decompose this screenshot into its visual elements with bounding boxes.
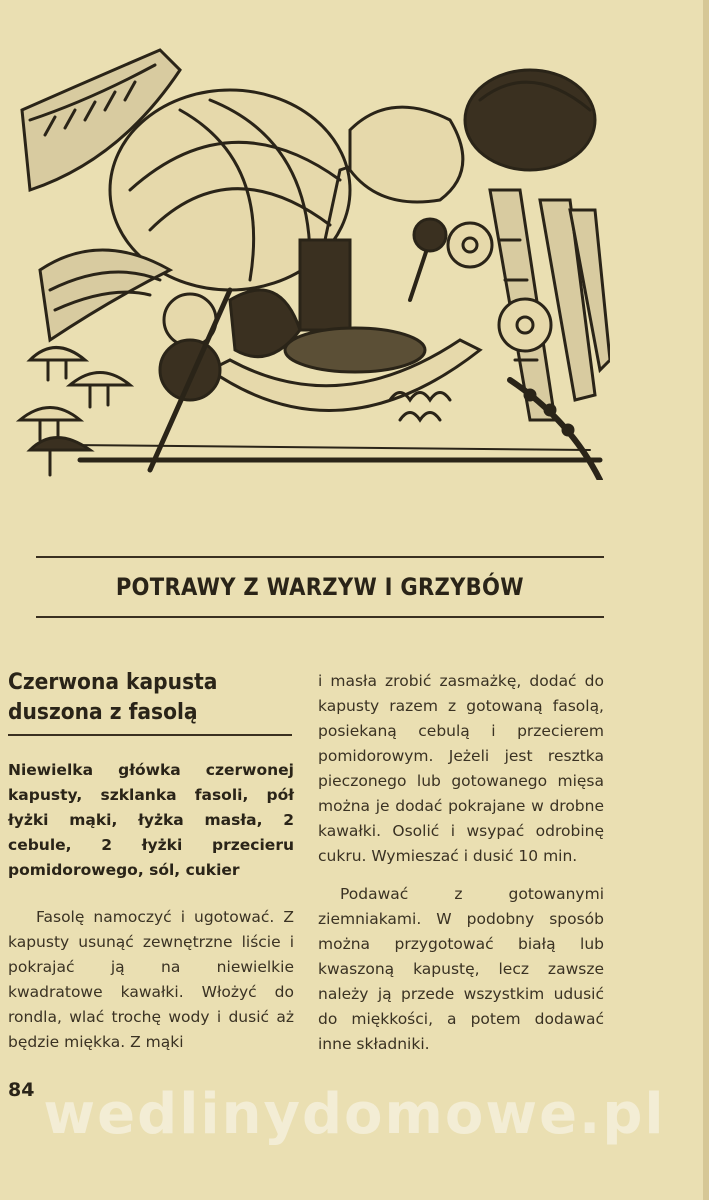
serving-paragraph: Podawać z gotowanymi ziemniakami. W podobny sposób można przygotować białą lub kwaszoną kapustę, lecz zawsze należy ją przede wszystkim udusić do miękkości, a potem dodawać inne składniki. <box>318 885 604 1053</box>
section-header <box>36 556 604 618</box>
instructions-paragraph-right: i masła zrobić zasmażkę, dodać do kapusty razem z gotowaną fasolą, posiekaną cebulą i przecierem pomidorowym. Jeżeli jest resztka pieczonego lub gotowanego mięsa można je dodać pokrajane w drobne kawałki. Osolić i wsypać odrobinę cukru. Wymieszać i dusić 10 min. <box>318 672 604 865</box>
vegetables-and-mushrooms-illustration-icon <box>10 40 610 480</box>
page-number: 84 <box>8 1079 35 1101</box>
section-title: POTRAWY Z WARZYW I GRZYBÓW <box>116 573 524 601</box>
recipe-title: Czerwona kapusta duszona z fasolą <box>8 670 218 725</box>
instructions-paragraph-left: Fasolę namoczyć i ugotować. Z kapusty usunąć zewnętrzne liście i pokrajać ją na niewielkie kwadratowe kawałki. Włożyć do rondla, wlać trochę wody i dusić aż będzie miękka. Z mąki <box>8 908 294 1051</box>
title-rule <box>8 734 292 736</box>
page-edge <box>703 0 709 1200</box>
watermark: wedlinydomowe.pl <box>43 1082 666 1147</box>
ingredients-list: Niewielka główka czerwonej kapusty, szklanka fasoli, pół łyżki mąki, łyżka masła, 2 cebule, 2 łyżki przecieru pomidorowego, sól, cukier <box>8 761 294 879</box>
